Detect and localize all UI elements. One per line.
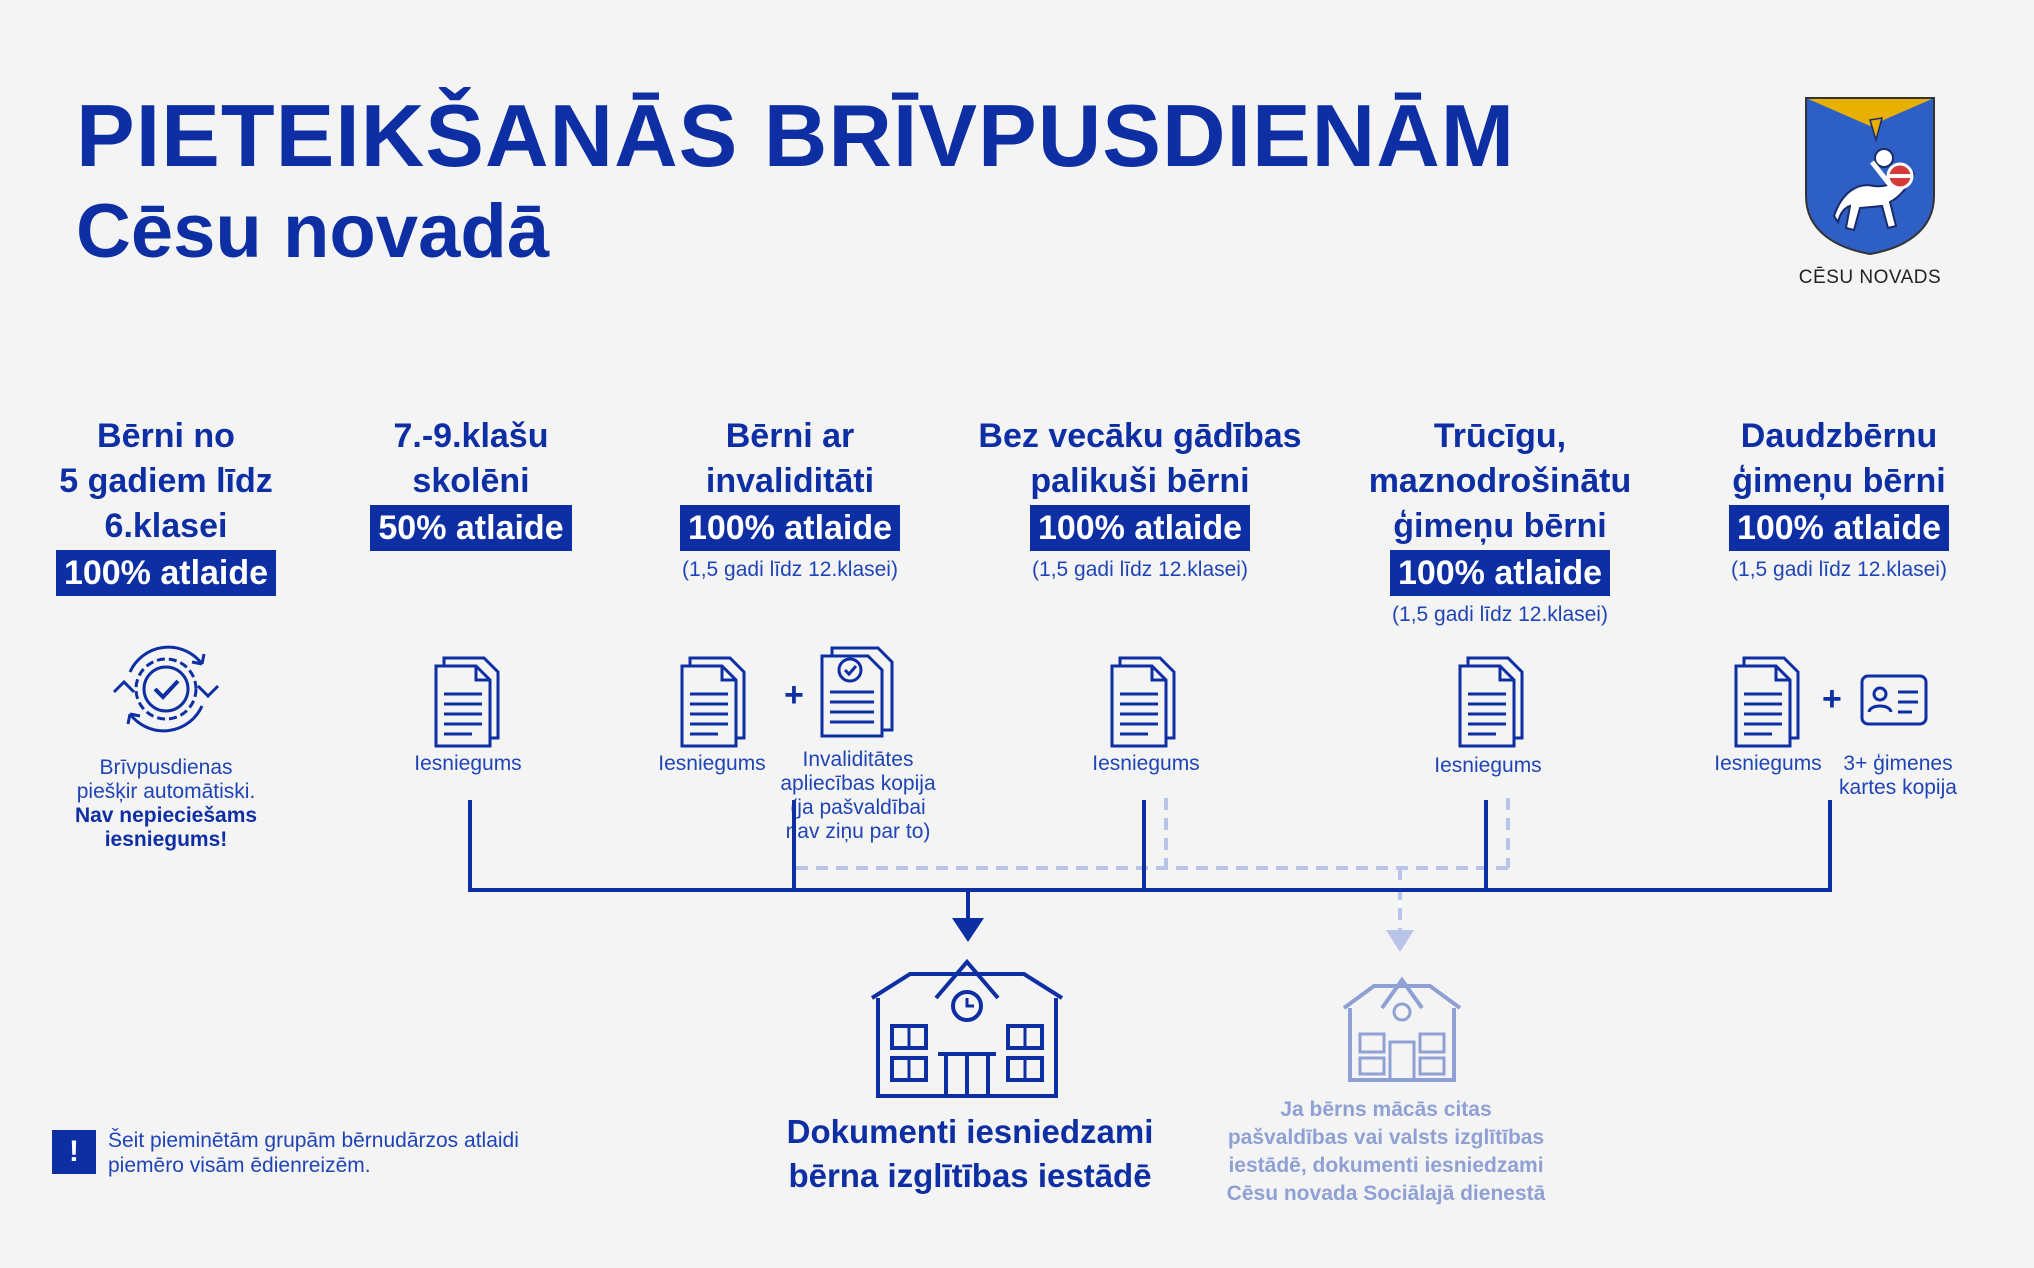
group-title-line: Bērni no [97,417,235,455]
auto-note-bold: Nav nepieciešams [74,804,258,827]
discount-badge: 100% atlaide [1390,550,1610,596]
group-title-line: ģimeņu bērni [1732,462,1946,500]
age-range-note: (1,5 gadi līdz 12.klasei) [682,558,898,581]
label-line: Invaliditātes [802,748,914,771]
main-destination-line: Dokumenti iesniedzami [786,1113,1154,1150]
social-note-line: iestādē, dokumenti iesniedzami [1228,1154,1544,1177]
footnote-line: piemēro visām ēdienreizēm. [108,1154,371,1177]
logo-caption: CĒSU NOVADS [1798,267,1942,288]
plus-sign: + [1822,680,1842,718]
discount-badge: 50% atlaide [370,505,571,551]
plus-sign: + [784,676,804,714]
discount-badge: 100% atlaide [680,505,900,551]
social-note-line: Ja bērns mācās citas [1280,1098,1492,1121]
document-label: Iesniegums [658,752,766,775]
group-title-line: Bērni ar [725,417,855,455]
group-title-line: Daudzbērnu [1740,417,1938,455]
document-label: Iesniegums [1092,752,1200,775]
group-title-line: 7.-9.klašu [393,417,549,455]
school-building-icon [866,954,1068,1098]
document-label: Iesniegums [1434,754,1542,777]
group-title-line: Trūcīgu, [1433,417,1567,455]
group-title-line: maznodrošinātu [1368,462,1632,500]
group-title-line: 5 gadiem līdz [59,462,273,500]
document-label: Iesniegums [1714,752,1822,775]
group-title-line: Bez vecāku gādības [978,417,1302,455]
group-title-line: invaliditāti [705,462,875,500]
group-title-line: skolēni [412,462,530,500]
house-building-icon [1340,972,1464,1084]
label-line: (ja pašvaldībai [790,796,926,819]
label-line: apliecības kopija [780,772,936,795]
social-service-note [1186,1096,1586,1208]
social-note-line: pašvaldības vai valsts izglītības [1227,1126,1545,1149]
footnote-line: Šeit pieminētām grupām bērnudārzos atlaidi [108,1129,519,1152]
auto-note-line: piešķir automātiski. [76,780,256,803]
discount-badge: 100% atlaide [1030,505,1250,551]
discount-badge: 100% atlaide [56,550,276,596]
social-note-line: Cēsu novada Sociālajā dienestā [1226,1182,1546,1205]
age-range-note: (1,5 gadi līdz 12.klasei) [1731,558,1947,581]
discount-badge: 100% atlaide [1729,505,1949,551]
group-title-line: palikuši bērni [1030,462,1250,500]
main-destination-text [730,1110,1210,1198]
group-title-line: 6.klasei [104,507,228,545]
age-range-note: (1,5 gadi līdz 12.klasei) [1392,603,1608,626]
document-label: Iesniegums [414,752,522,775]
page-title: PIETEIKŠANĀS BRĪVPUSDIENĀM [76,86,1516,185]
group-title-line: ģimeņu bērni [1393,507,1607,545]
main-destination-line: bērna izglītības iestādē [788,1157,1152,1194]
auto-note-bold: iesniegums! [104,828,228,851]
age-range-note: (1,5 gadi līdz 12.klasei) [1032,558,1248,581]
auto-note-line: Brīvpusdienas [99,756,233,779]
page-subtitle: Cēsu novadā [76,189,550,274]
exclamation-icon: ! [52,1130,96,1174]
footnote-text [108,1128,628,1178]
label-line: 3+ ģimenes [1843,752,1953,775]
label-line: kartes kopija [1839,776,1957,799]
label-line: nav ziņu par to) [785,820,931,843]
